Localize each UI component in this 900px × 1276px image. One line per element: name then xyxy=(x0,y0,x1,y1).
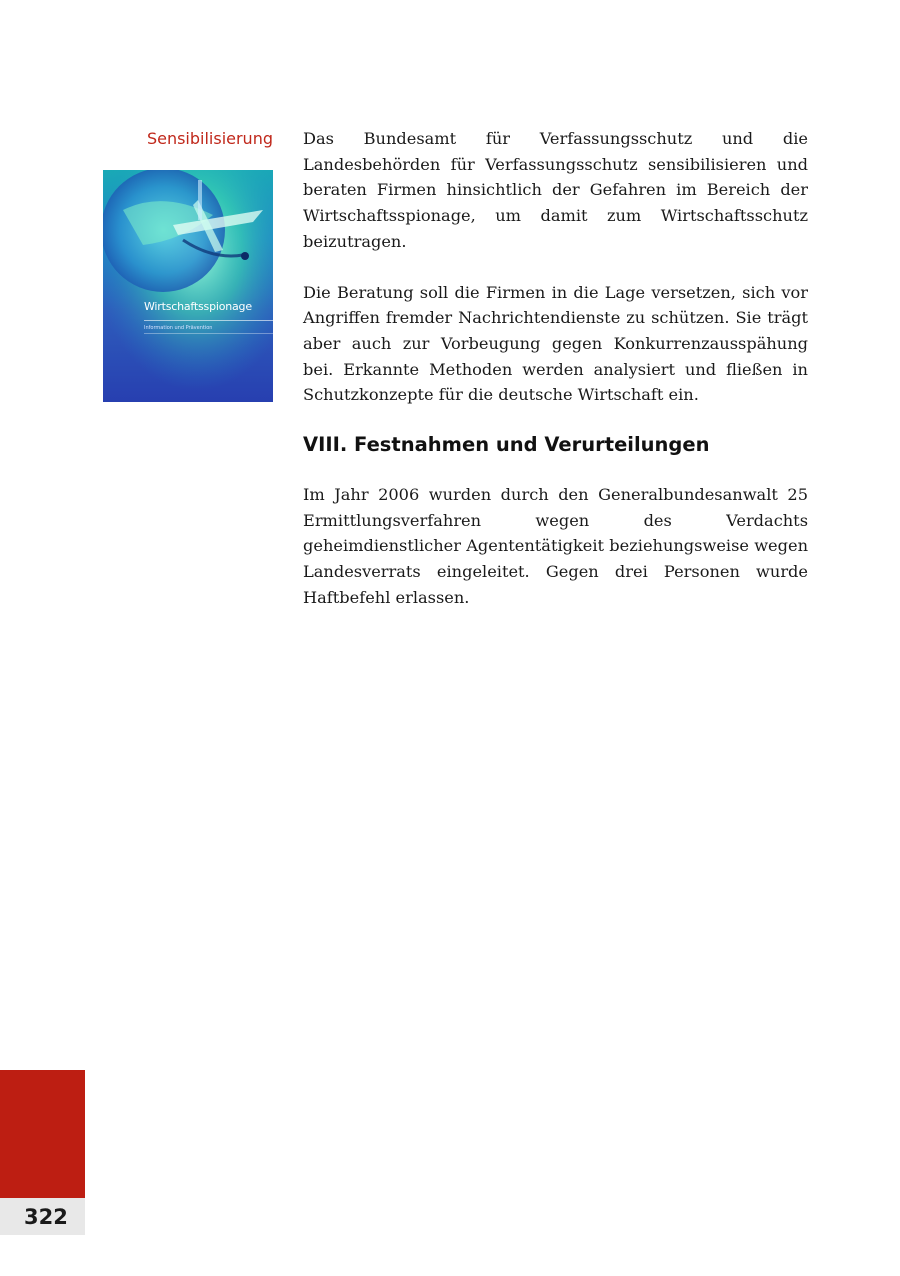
margin-note-label: Sensibilisierung xyxy=(146,129,273,148)
paragraph-ermittlungsverfahren: Im Jahr 2006 wurden durch den Generalbundesanwalt 25 Ermittlungsverfahren wegen des Verdachts geheimdienstlicher Agententätigkeit beziehungsweise wegen Landesverrats eingeleitet. Gegen drei Personen wurde Haftbefehl erlassen. xyxy=(303,485,808,607)
main-text-column xyxy=(303,126,808,636)
footer-color-block xyxy=(0,1070,85,1198)
section-heading: VIII. Festnahmen und Verurteilungen xyxy=(303,433,710,457)
paragraph-sensibilisierung: Das Bundesamt für Verfassungsschutz und die Landesbehörden für Verfassungsschutz sensibilisieren und beraten Firmen hinsichtlich der Gefahren im Bereich der Wirtschaftsspionage, um damit zum Wirtschaftsschutz beizutragen. xyxy=(303,129,808,251)
page-number: 322 xyxy=(24,1205,68,1229)
cover-divider xyxy=(144,320,273,321)
paragraph-beratung: Die Beratung soll die Firmen in die Lage versetzen, sich vor Angriffen fremder Nachrichtendienste zu schützen. Sie trägt aber auch zur Vorbeugung gegen Konkurrenzausspähung bei. Erkannte Methoden werden analysiert und fließen in Schutzkonzepte für die deutsche Wirtschaft ein. xyxy=(303,282,808,405)
brochure-cover-image xyxy=(103,170,273,402)
cover-title: Wirtschaftsspionage xyxy=(144,300,252,313)
cover-subtitle: Information und Prävention xyxy=(144,325,213,331)
cover-divider-lower xyxy=(144,333,273,334)
cover-globe-artwork xyxy=(103,170,273,402)
